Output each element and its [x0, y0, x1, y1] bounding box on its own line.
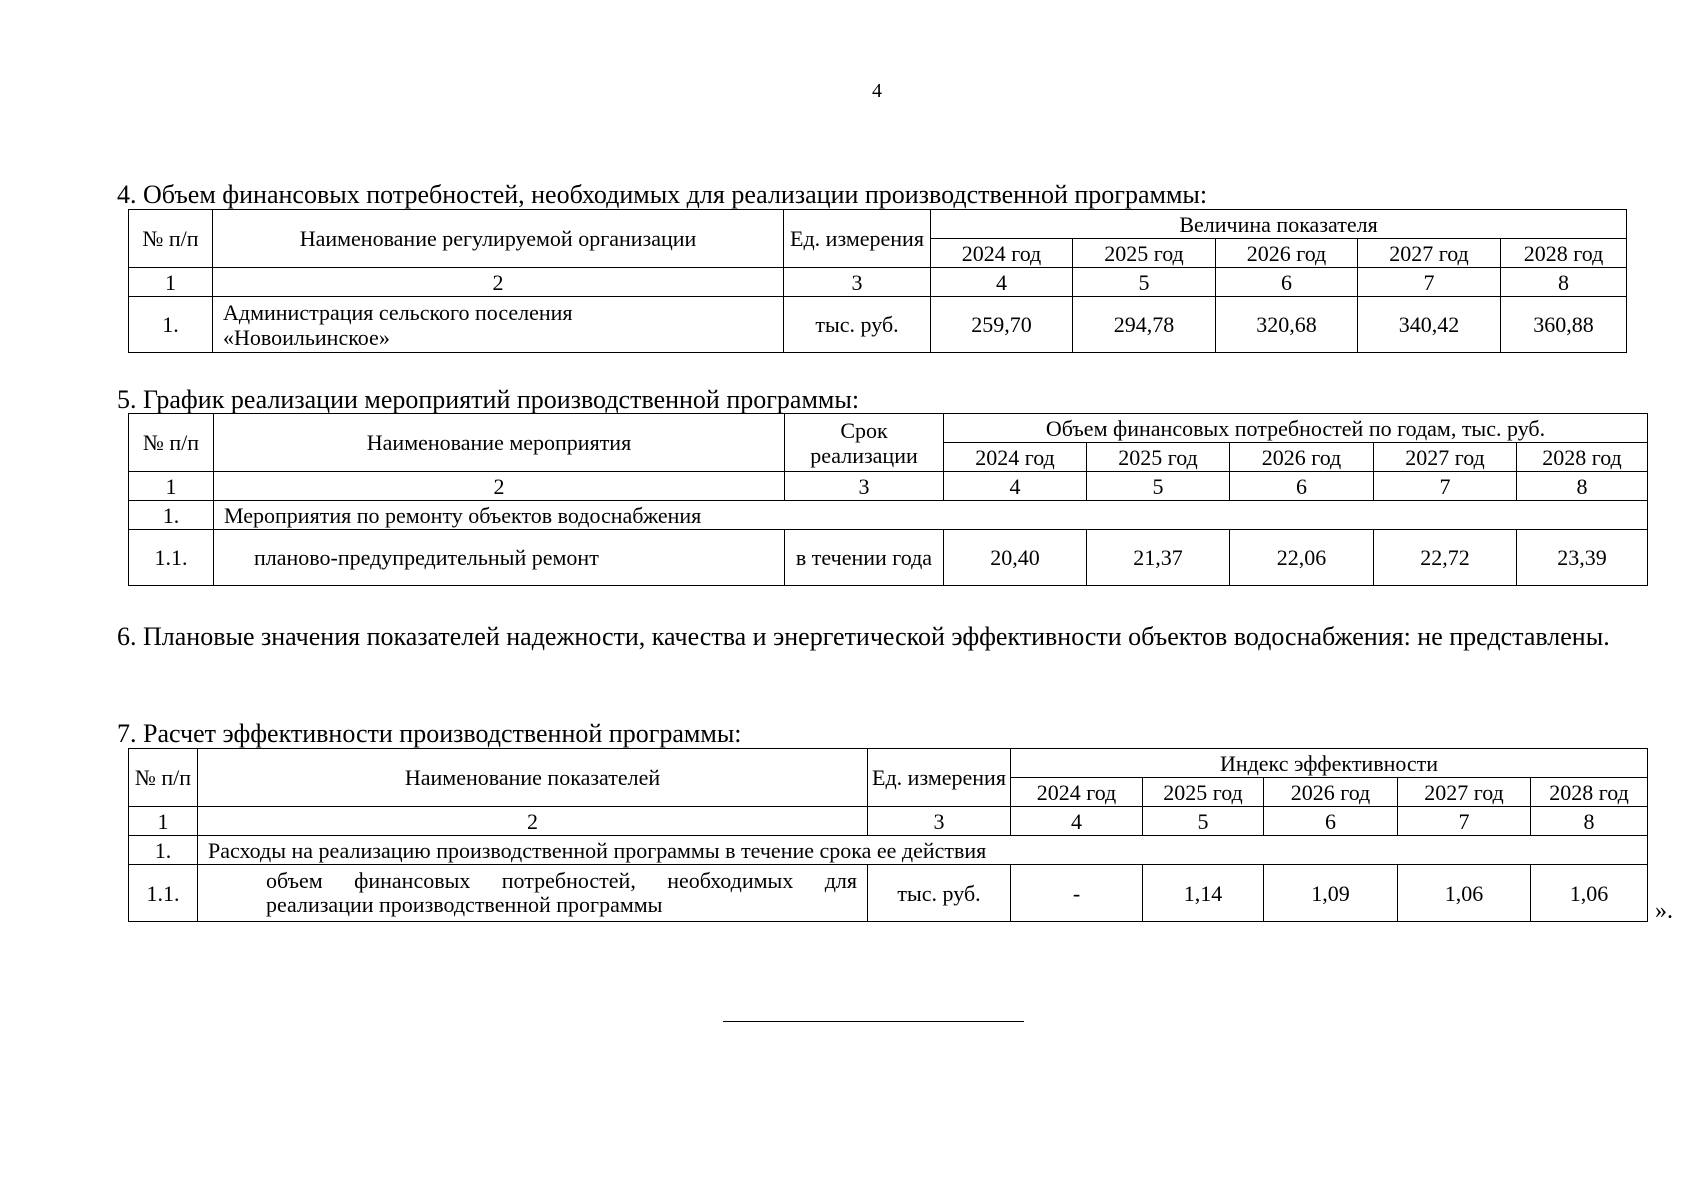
org-name-cell	[213, 297, 784, 353]
column-number: 4	[1011, 807, 1143, 836]
header-num: № п/п	[129, 210, 213, 268]
column-number: 5	[1143, 807, 1264, 836]
row-value: 294,78	[1073, 297, 1216, 353]
header-year: 2025 год	[1073, 239, 1216, 268]
column-number: 1	[129, 268, 213, 297]
row-value: 22,72	[1374, 530, 1517, 586]
row-term: в течении года	[785, 530, 944, 586]
header-year: 2026 год	[1230, 443, 1374, 472]
column-number: 3	[784, 268, 931, 297]
column-number: 2	[213, 268, 784, 297]
table-row	[129, 297, 1627, 353]
header-term: Срок реализации	[785, 414, 944, 472]
row-value: 20,40	[944, 530, 1087, 586]
header-year: 2024 год	[944, 443, 1087, 472]
column-number: 7	[1358, 268, 1501, 297]
column-number: 8	[1517, 472, 1648, 501]
table-group-row	[129, 836, 1648, 865]
header-year: 2024 год	[1011, 778, 1143, 807]
header-name: Наименование мероприятия	[214, 414, 785, 472]
header-unit: Ед. измерения	[784, 210, 931, 268]
row-value: 340,42	[1358, 297, 1501, 353]
row-num: 1.	[129, 501, 214, 530]
row-value: 22,06	[1230, 530, 1374, 586]
row-num: 1.	[129, 836, 198, 865]
section4-heading: 4. Объем финансовых потребностей, необходимых для реализации производственной программы:	[117, 180, 1208, 209]
table-row	[129, 530, 1648, 586]
column-number: 6	[1230, 472, 1374, 501]
org-name-line1: Администрация сельского поселения	[223, 299, 573, 325]
header-year: 2026 год	[1264, 778, 1398, 807]
column-number: 6	[1216, 268, 1358, 297]
section7-heading: 7. Расчет эффективности производственной программы:	[117, 719, 742, 748]
header-year: 2028 год	[1531, 778, 1648, 807]
section5-table	[128, 413, 1648, 586]
section6-text: 6. Плановые значения показателей надежности, качества и энергетической эффективности объектов водоснабжения: не представлены.	[117, 622, 1610, 651]
header-year: 2026 год	[1216, 239, 1358, 268]
row-value: 360,88	[1501, 297, 1627, 353]
header-num: № п/п	[129, 749, 198, 807]
header-year: 2027 год	[1374, 443, 1517, 472]
end-divider	[723, 1021, 1024, 1022]
column-number: 7	[1398, 807, 1531, 836]
header-year: 2027 год	[1398, 778, 1531, 807]
header-year: 2028 год	[1501, 239, 1627, 268]
row-value: 21,37	[1087, 530, 1230, 586]
header-group: Величина показателя	[931, 210, 1627, 239]
column-number: 4	[931, 268, 1073, 297]
row-num: 1.	[129, 297, 213, 353]
section7-table	[128, 748, 1648, 922]
row-unit: тыс. руб.	[784, 297, 931, 353]
row-value: -	[1011, 865, 1143, 922]
header-year: 2028 год	[1517, 443, 1648, 472]
header-year: 2025 год	[1143, 778, 1264, 807]
table-group-row	[129, 501, 1648, 530]
row-value: 259,70	[931, 297, 1073, 353]
column-number: 7	[1374, 472, 1517, 501]
header-name: Наименование показателей	[198, 749, 868, 807]
row-value: 1,14	[1143, 865, 1264, 922]
column-number: 5	[1073, 268, 1216, 297]
row-name: объем финансовых потребностей, необходимых для реализации производственной программы	[198, 865, 868, 922]
closing-quote-mark: ».	[1655, 898, 1673, 924]
row-num: 1.1.	[129, 865, 198, 922]
column-number: 1	[129, 807, 198, 836]
row-unit: тыс. руб.	[868, 865, 1011, 922]
org-name-line2: «Новоильинское»	[223, 324, 390, 350]
column-number: 2	[214, 472, 785, 501]
row-value: 320,68	[1216, 297, 1358, 353]
row-value: 1,06	[1398, 865, 1531, 922]
column-number: 2	[198, 807, 868, 836]
row-value: 1,06	[1531, 865, 1648, 922]
table-row	[129, 865, 1648, 922]
header-year: 2027 год	[1358, 239, 1501, 268]
header-name: Наименование регулируемой организации	[213, 210, 784, 268]
row-name: планово-предупредительный ремонт	[214, 530, 785, 586]
header-group: Объем финансовых потребностей по годам, тыс. руб.	[944, 414, 1648, 443]
section5-heading: 5. График реализации мероприятий производственной программы:	[117, 385, 860, 414]
header-group: Индекс эффективности	[1011, 749, 1648, 778]
column-number: 8	[1531, 807, 1648, 836]
column-number: 6	[1264, 807, 1398, 836]
column-number: 5	[1087, 472, 1230, 501]
row-value: 1,09	[1264, 865, 1398, 922]
group-name: Мероприятия по ремонту объектов водоснабжения	[214, 501, 1648, 530]
row-num: 1.1.	[129, 530, 214, 586]
column-number: 3	[868, 807, 1011, 836]
column-number: 4	[944, 472, 1087, 501]
column-number: 3	[785, 472, 944, 501]
row-value: 23,39	[1517, 530, 1648, 586]
header-unit: Ед. измерения	[868, 749, 1011, 807]
header-year: 2024 год	[931, 239, 1073, 268]
header-num: № п/п	[129, 414, 214, 472]
column-number: 1	[129, 472, 214, 501]
column-number: 8	[1501, 268, 1627, 297]
group-name: Расходы на реализацию производственной программы в течение срока ее действия	[198, 836, 1648, 865]
page-number: 4	[872, 80, 882, 102]
header-year: 2025 год	[1087, 443, 1230, 472]
section4-table	[128, 209, 1627, 353]
